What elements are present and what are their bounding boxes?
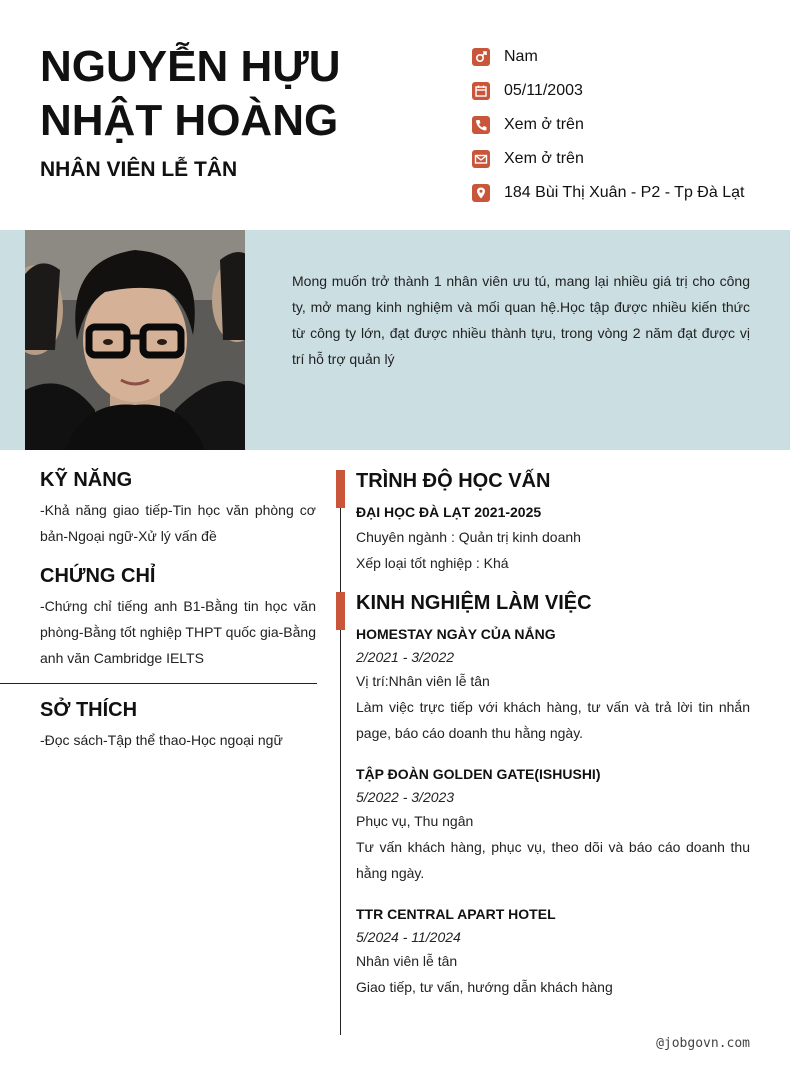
certificates-heading: CHỨNG CHỈ (40, 565, 156, 587)
calendar-icon (472, 82, 490, 100)
education-major: Chuyên ngành : Quản trị kinh doanh (356, 529, 581, 545)
email-value: Xem ở trên (504, 150, 584, 167)
education-school: ĐẠI HỌC ĐÀ LẠT 2021-2025 (356, 504, 542, 520)
phone-value: Xem ở trên (504, 116, 584, 133)
email-icon (472, 150, 490, 168)
job-description: Làm việc trực tiếp với khách hàng, tư vấn và trả lời tin nhắn page, báo cáo doanh thu hằng ngày. (356, 699, 750, 741)
gender-value: Nam (504, 48, 538, 65)
divider (0, 683, 317, 684)
job-entry (356, 764, 750, 886)
job-role: Phục vụ, Thu ngân (356, 813, 474, 829)
contact-email (472, 142, 744, 176)
job-entry (356, 904, 750, 1000)
candidate-name (40, 40, 460, 148)
phone-icon (472, 116, 490, 134)
hobbies-section (40, 695, 316, 753)
job-period: 5/2024 - 11/2024 (356, 929, 461, 945)
left-column (40, 465, 316, 671)
hobbies-text: -Đọc sách-Tập thể thao-Học ngoại ngữ (40, 732, 283, 748)
experience-heading: KINH NGHIỆM LÀM VIỆC (356, 592, 592, 614)
education-grade: Xếp loại tốt nghiệp : Khá (356, 555, 509, 571)
job-role: Nhân viên lễ tân (356, 953, 458, 969)
job-period: 2/2021 - 3/2022 (356, 649, 455, 665)
location-pin-icon (472, 184, 490, 202)
contact-phone (472, 108, 744, 142)
job-company: HOMESTAY NGÀY CỦA NẮNG (356, 626, 556, 642)
job-period: 5/2022 - 3/2023 (356, 789, 455, 805)
candidate-name-line2: NHẬT HOÀNG (40, 96, 339, 145)
experience-section (356, 588, 750, 1000)
gender-icon (472, 48, 490, 66)
address-value: 184 Bùi Thị Xuân - P2 - Tp Đà Lạt (504, 184, 745, 201)
profile-band (0, 230, 790, 450)
hobbies-heading: SỞ THÍCH (40, 699, 138, 721)
job-company: TTR CENTRAL APART HOTEL (356, 906, 556, 922)
certificates-text: -Chứng chỉ tiếng anh B1-Bằng tin học văn phòng-Bằng tốt nghiệp THPT quốc gia-Bằng anh văn Cambridge IELTS (40, 598, 316, 666)
candidate-name-line1: NGUYỄN HỰU (40, 42, 341, 91)
contact-list (472, 40, 744, 210)
footer-watermark: @jobgovn.com (656, 1036, 750, 1051)
job-company: TẬP ĐOÀN GOLDEN GATE(ISHUSHI) (356, 766, 601, 782)
skills-heading: KỸ NĂNG (40, 469, 133, 491)
timeline-line (340, 470, 341, 1035)
experience-accent-bar (336, 592, 345, 630)
skills-text: -Khả năng giao tiếp-Tin học văn phòng cơ bản-Ngoại ngữ-Xử lý vấn đề (40, 502, 316, 544)
education-heading: TRÌNH ĐỘ HỌC VẤN (356, 470, 551, 492)
contact-address (472, 176, 744, 210)
job-description: Giao tiếp, tư vấn, hướng dẫn khách hàng (356, 979, 613, 995)
contact-birthdate (472, 74, 744, 108)
education-accent-bar (336, 470, 345, 508)
job-entry (356, 624, 750, 746)
profile-photo (25, 230, 245, 450)
education-section (356, 466, 750, 576)
career-objective: Mong muốn trở thành 1 nhân viên ưu tú, mang lại nhiều giá trị cho công ty, mở mang kinh nghiệm và mối quan hệ.Học tập được nhiều kiến thức từ công ty lớn, đạt được nhiều thành tựu, trong vòng 2 năm đạt được vị trí hỗ trợ quản lý (292, 273, 750, 367)
contact-gender (472, 40, 744, 74)
job-title: NHÂN VIÊN LỄ TÂN (40, 158, 238, 181)
job-description: Tư vấn khách hàng, phục vụ, theo dõi và báo cáo doanh thu hằng ngày. (356, 839, 750, 881)
birthdate-value: 05/11/2003 (504, 82, 583, 99)
job-role: Vị trí:Nhân viên lễ tân (356, 673, 490, 689)
